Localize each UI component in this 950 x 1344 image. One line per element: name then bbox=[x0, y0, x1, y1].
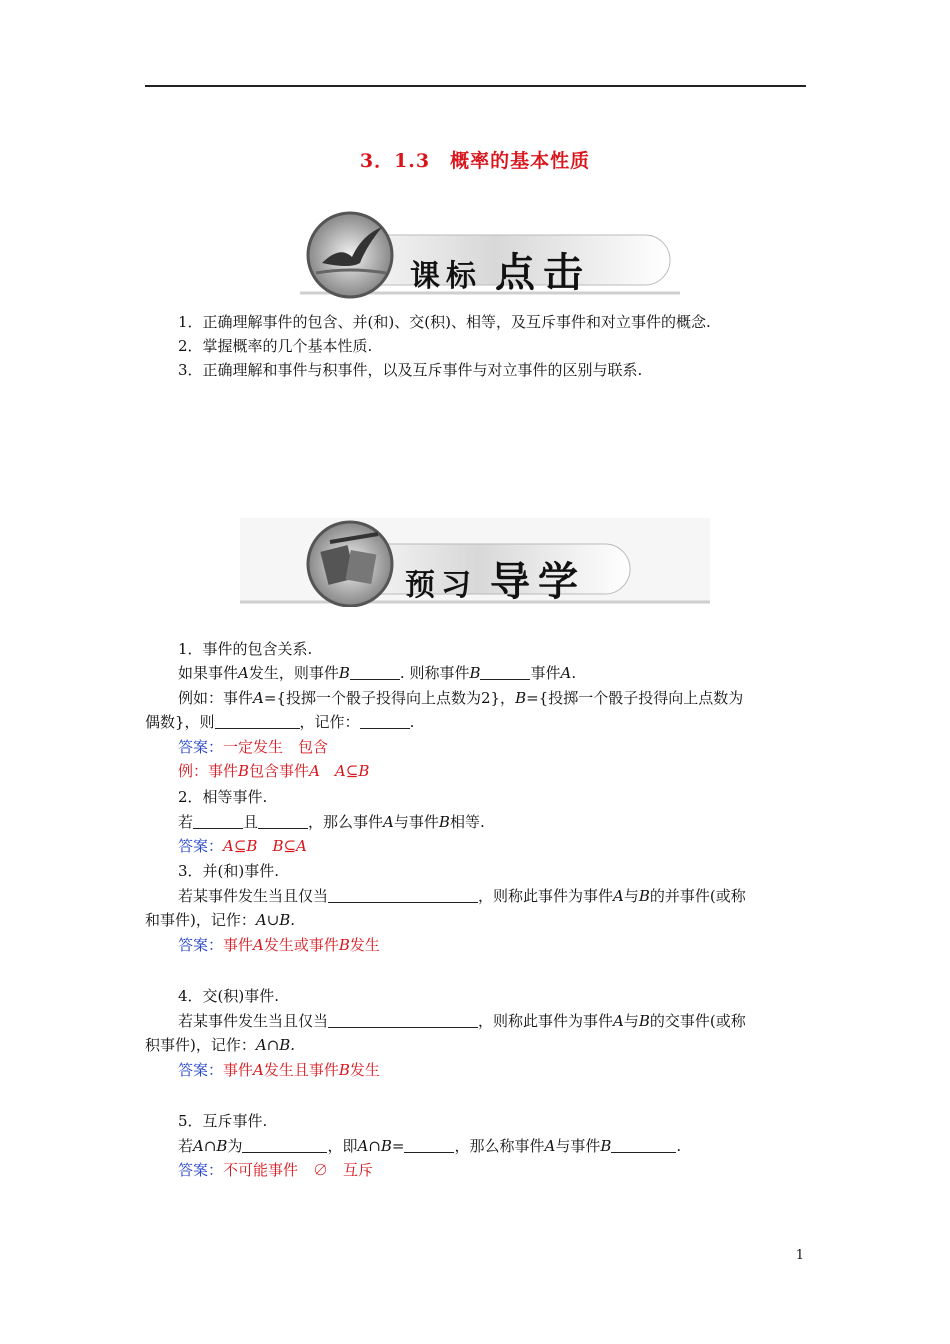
section-2-answer: 答案：A⊆B B⊆A bbox=[178, 837, 307, 855]
banner-kebiao bbox=[300, 205, 680, 300]
objective-1: 1．正确理解事件的包含、并(和)、交(积)、相等，及互斥事件和对立事件的概念. bbox=[178, 313, 711, 331]
section-2-line-1: 若 且 ，那么事件A与事件B相等. bbox=[178, 813, 485, 831]
section-1-answer: 答案：一定发生 包含 bbox=[178, 738, 329, 756]
section-1-line-2: 例如：事件A={投掷一个骰子投得向上点数为2}，B={投掷一个骰子投得向上点数为 bbox=[178, 689, 744, 707]
banner-text-1: 课标 bbox=[410, 259, 482, 294]
section-1-line-1: 如果事件A发生，则事件B . 则称事件B 事件A. bbox=[178, 664, 577, 682]
section-1-example-answer: 例：事件B包含事件A A⊆B bbox=[178, 762, 370, 780]
section-5-answer: 答案：不可能事件 ∅ 互斥 bbox=[178, 1161, 374, 1179]
section-5-line-1: 若A∩B为 ，即A∩B= ，那么称事件A与事件B . bbox=[178, 1137, 682, 1155]
section-4-answer: 答案：事件A发生且事件B发生 bbox=[178, 1061, 380, 1079]
banner-text-2: 导学 bbox=[490, 558, 586, 605]
banner-text-1: 预习 bbox=[405, 568, 477, 603]
section-5-heading: 5．互斥事件. bbox=[178, 1112, 268, 1130]
section-3-heading: 3．并(和)事件. bbox=[178, 862, 280, 880]
section-4-line-1: 若某事件发生当且仅当 ，则称此事件为事件A与B的交事件(或称 bbox=[178, 1012, 746, 1030]
section-1-heading: 1．事件的包含关系. bbox=[178, 640, 313, 658]
section-1-line-3: 偶数}，则 ，记作： . bbox=[145, 713, 415, 731]
banner-yuxi bbox=[240, 512, 710, 607]
objective-3: 3．正确理解和事件与积事件，以及互斥事件与对立事件的区别与联系. bbox=[178, 361, 643, 379]
section-2-heading: 2．相等事件. bbox=[178, 788, 268, 806]
section-4-heading: 4．交(积)事件. bbox=[178, 987, 280, 1005]
section-3-line-2: 和事件)，记作：A∪B. bbox=[145, 911, 296, 929]
page-number: 1 bbox=[795, 1248, 804, 1263]
section-3-line-1: 若某事件发生当且仅当 ，则称此事件为事件A与B的并事件(或称 bbox=[178, 887, 746, 905]
section-3-answer: 答案：事件A发生或事件B发生 bbox=[178, 936, 380, 954]
objective-2: 2．掌握概率的几个基本性质. bbox=[178, 337, 373, 355]
section-4-line-2: 积事件)，记作：A∩B. bbox=[145, 1036, 296, 1054]
page-title: 3．1.3 概率的基本性质 bbox=[359, 150, 591, 172]
header-rule bbox=[145, 85, 806, 87]
bird-emblem-icon bbox=[300, 205, 680, 300]
banner-text-2: 点击 bbox=[495, 249, 591, 296]
